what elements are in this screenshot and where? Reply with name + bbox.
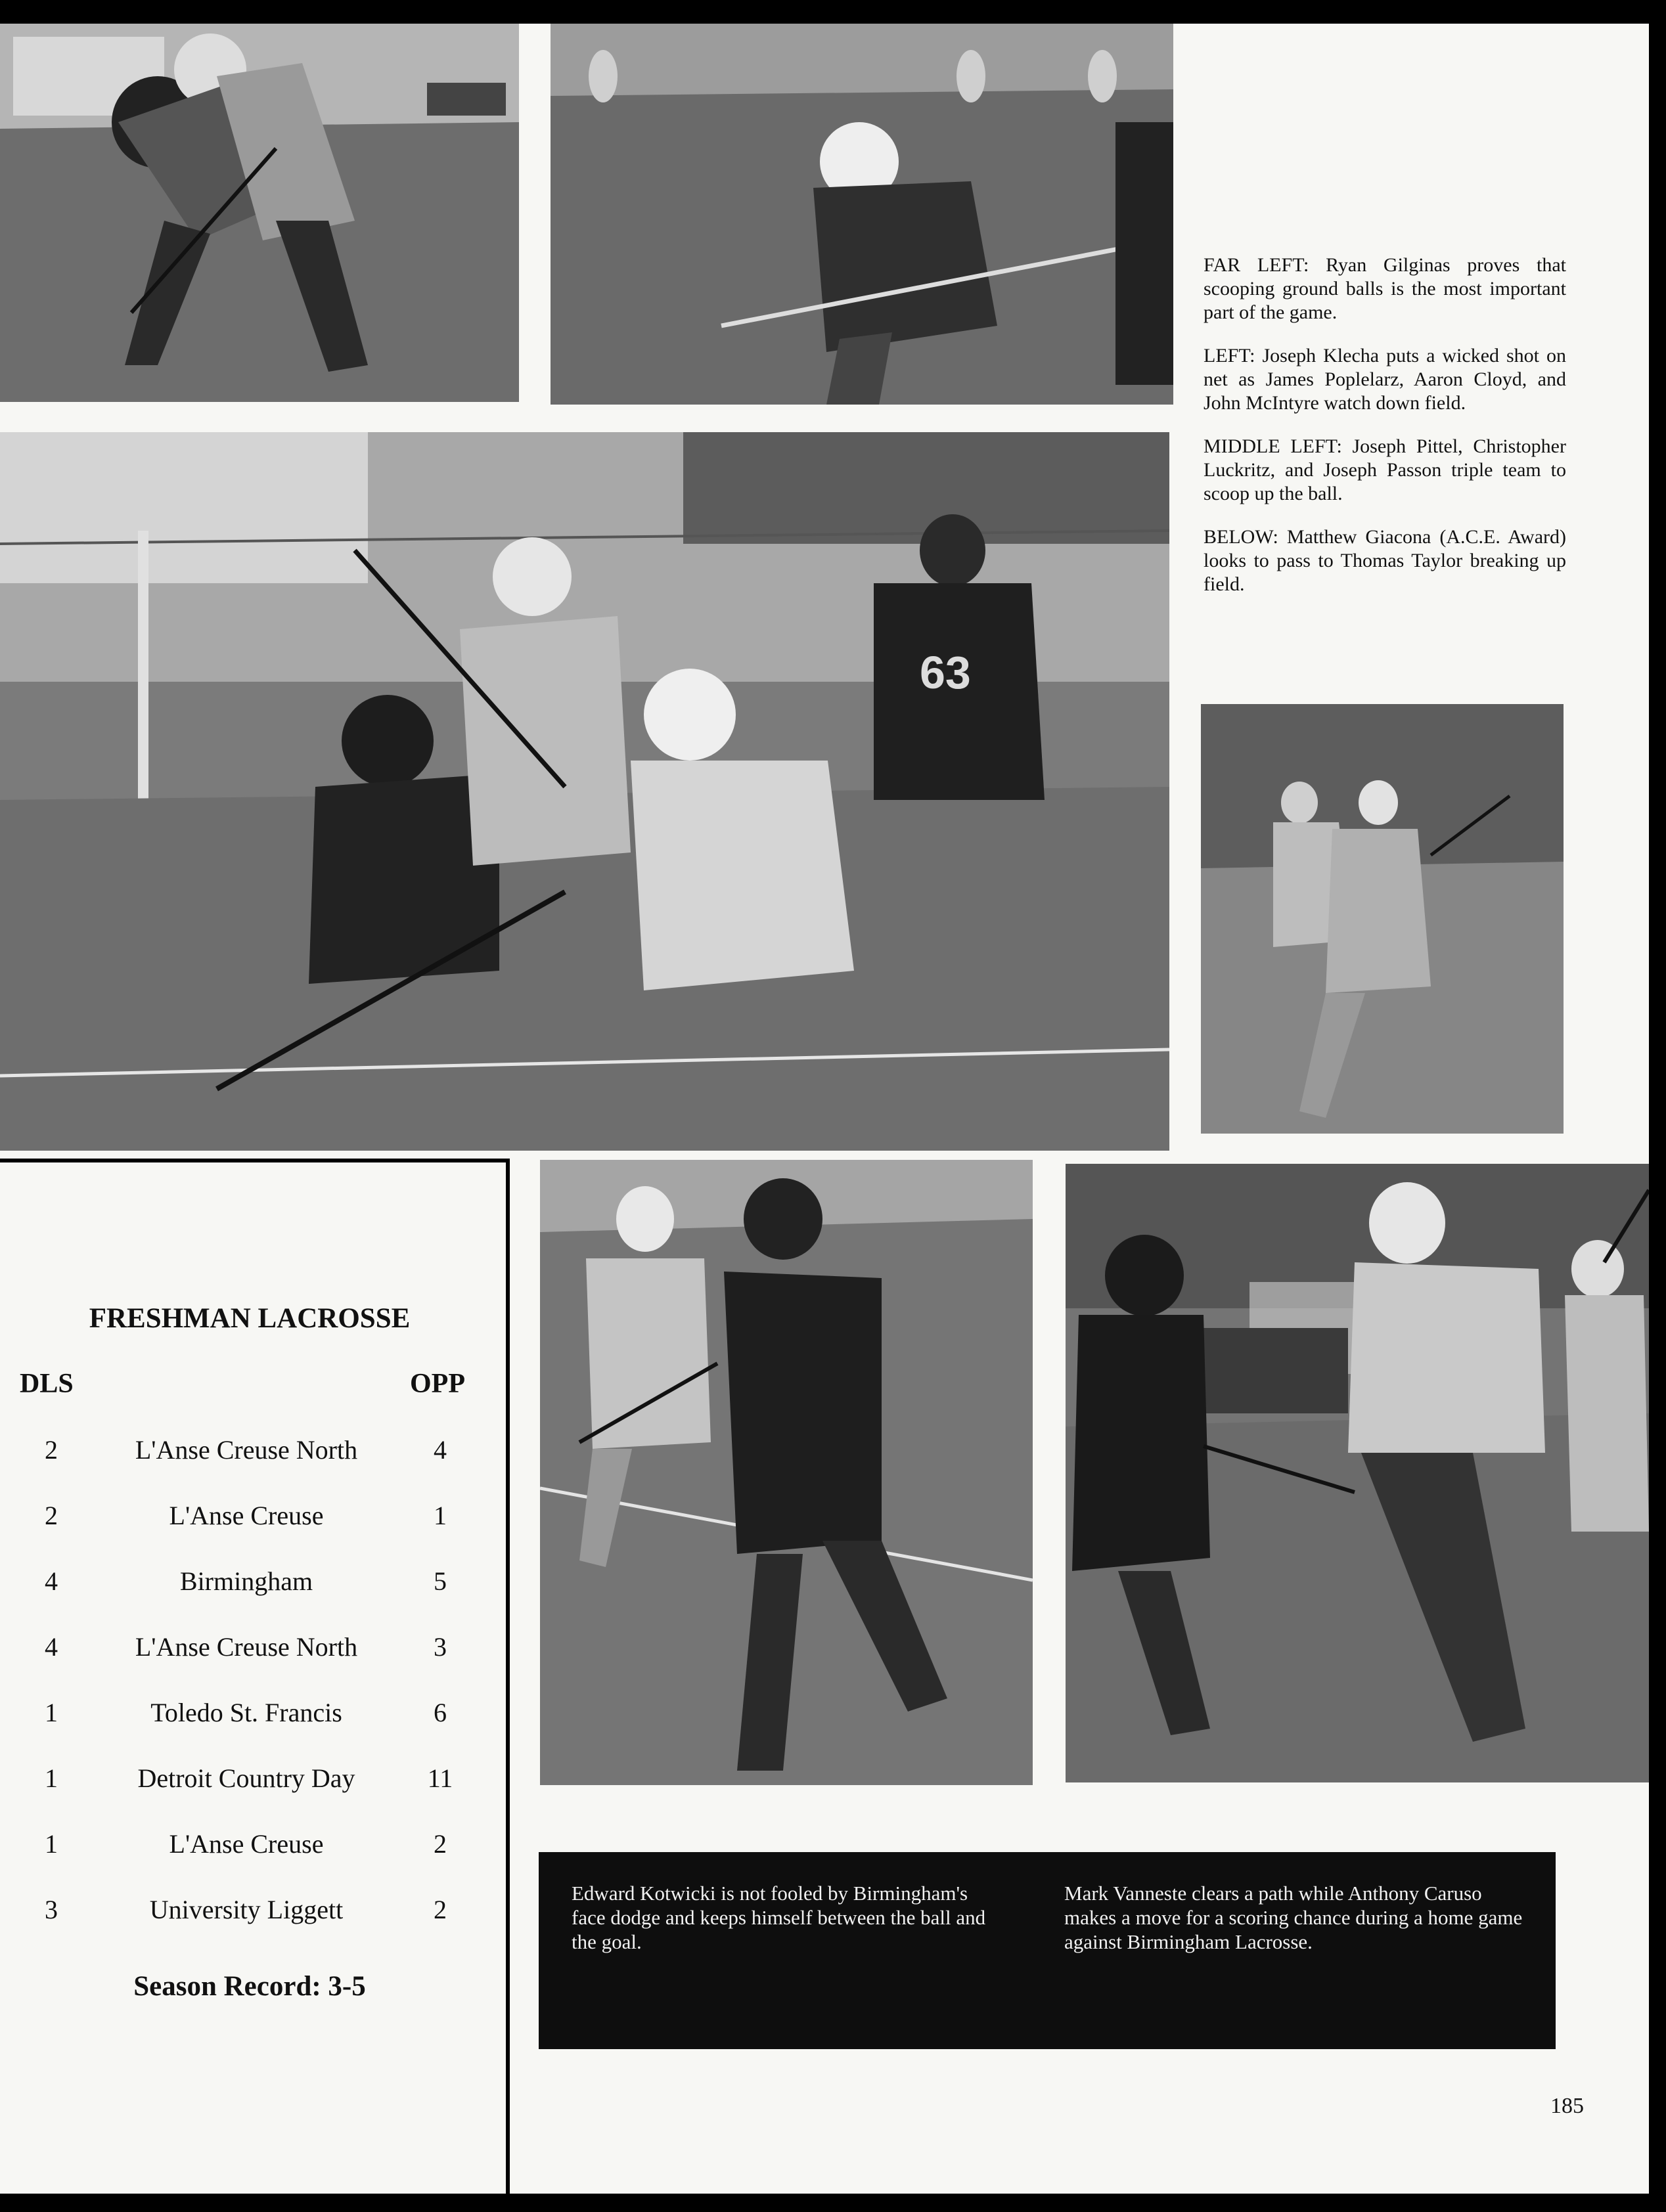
score-opp: 3 [434, 1632, 447, 1662]
score-row [0, 1894, 506, 1934]
score-dls: 1 [45, 1698, 58, 1727]
score-team: L'Anse Creuse [169, 1829, 324, 1859]
photo-triple-team [0, 432, 1169, 1151]
score-team: L'Anse Creuse North [135, 1435, 358, 1465]
caption-column [1204, 254, 1566, 616]
scoreboard-title: FRESHMAN LACROSSE [89, 1303, 411, 1334]
bottom-caption-band [539, 1852, 1556, 2049]
score-row [0, 1566, 506, 1605]
score-team: Birmingham [179, 1566, 313, 1596]
yearbook-page [0, 24, 1649, 2194]
score-dls: 1 [45, 1829, 58, 1859]
score-dls: 2 [45, 1435, 58, 1465]
caption-middle-left: MIDDLE LEFT: Joseph Pittel, Christopher Luckritz, and Joseph Passon triple team to scoop up the ball. [1204, 435, 1566, 504]
score-opp: 5 [434, 1566, 447, 1596]
score-opp: 11 [427, 1763, 453, 1793]
score-dls: 4 [45, 1632, 58, 1662]
score-dls: 3 [45, 1895, 58, 1924]
photo-ground-ball-scoop [0, 24, 519, 402]
score-team: Toledo St. Francis [150, 1698, 342, 1727]
scoreboard [0, 1159, 510, 2194]
score-row [0, 1697, 506, 1736]
scoreboard-col-opp: OPP [410, 1369, 465, 1399]
score-team: University Liggett [149, 1895, 344, 1924]
score-dls: 1 [45, 1763, 58, 1793]
score-opp: 6 [434, 1698, 447, 1727]
caption-bottom-right: Mark Vanneste clears a path while Anthony Caruso makes a move for a scoring chance during a home game against Birmingham Lacrosse. [1064, 1882, 1523, 1953]
photo-clears-path [1066, 1164, 1649, 1782]
caption-far-left: FAR LEFT: Ryan Gilginas proves that scooping ground balls is the most important part of the game. [1204, 254, 1566, 323]
score-row [0, 1763, 506, 1802]
score-opp: 2 [434, 1829, 447, 1859]
caption-bottom-left: Edward Kotwicki is not fooled by Birmingham's face dodge and keeps himself between the ball and the goal. [572, 1882, 986, 1953]
score-opp: 1 [434, 1501, 447, 1530]
score-team: Detroit Country Day [137, 1763, 355, 1793]
scoreboard-col-dls: DLS [20, 1369, 74, 1399]
score-team: L'Anse Creuse [169, 1501, 324, 1530]
photo-pass-up-field [1201, 704, 1564, 1134]
score-row [0, 1828, 506, 1868]
page-number: 185 [1550, 2094, 1584, 2118]
season-record: Season Record: 3-5 [133, 1971, 366, 2002]
jersey-number-63: 63 [920, 647, 971, 698]
caption-left: LEFT: Joseph Klecha puts a wicked shot on net as James Poplelarz, Aaron Cloyd, and John McIntyre watch down field. [1204, 345, 1566, 414]
score-row [0, 1500, 506, 1539]
score-row [0, 1434, 506, 1474]
score-dls: 2 [45, 1501, 58, 1530]
score-team: L'Anse Creuse North [135, 1632, 358, 1662]
caption-below: BELOW: Matthew Giacona (A.C.E. Award) looks to pass to Thomas Taylor breaking up field. [1204, 526, 1566, 595]
score-opp: 4 [434, 1435, 447, 1465]
score-opp: 2 [434, 1895, 447, 1924]
photo-face-dodge [540, 1160, 1033, 1785]
score-row [0, 1631, 506, 1671]
photo-wicked-shot [551, 24, 1173, 405]
score-dls: 4 [45, 1566, 58, 1596]
